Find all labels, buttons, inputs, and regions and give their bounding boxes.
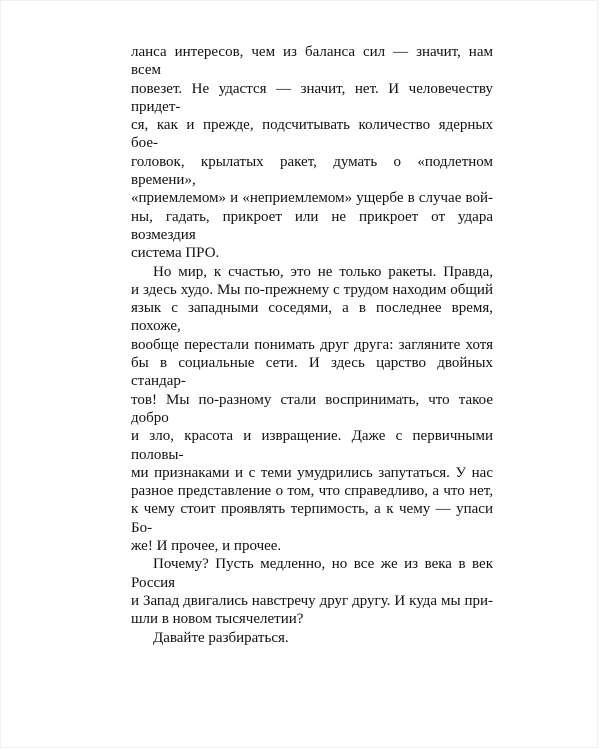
text-line: «приемлемом» и «неприемлемом» ущербе в случае вой- [131, 190, 493, 207]
text-line: бы в социальные сети. И здесь царство двойных стандар- [131, 355, 493, 390]
text-block [131, 43, 493, 647]
text-line: ся, как и прежде, подсчитывать количество ядерных бое- [131, 117, 493, 152]
text-line: и здесь худо. Мы по-прежнему с трудом находим общий [131, 281, 493, 298]
text-line: язык с западными соседями, а в последнее время, похоже, [131, 300, 493, 335]
text-line: ны, гадать, прикроет или не прикроет от удара возмездия [131, 208, 493, 243]
text-line: система ПРО. [131, 245, 220, 262]
text-line: Давайте разбираться. [153, 629, 289, 646]
text-line: шли в новом тысячелетии? [131, 611, 304, 628]
text-line: разное представление о том, что справедливо, а что нет, [131, 483, 493, 500]
text-line: вообще перестали понимать друг друга: загляните хотя [131, 336, 493, 353]
text-line: к чему стоит проявлять терпимость, а к чему — упаси Бо- [131, 501, 493, 536]
text-line: и Запад двигались навстречу друг другу. И куда мы при- [131, 592, 493, 609]
text-line: головок, крылатых ракет, думать о «подлетном времени», [131, 153, 493, 189]
text-line: и зло, красота и извращение. Даже с первичными половы- [131, 428, 493, 463]
text-line: ми признаками и с теми умудрились запутаться. У нас [131, 464, 493, 481]
text-line: Почему? Пусть медленно, но все же из века в век Россия [131, 556, 493, 591]
text-line: тов! Мы по-разному стали воспринимать, что такое добро [131, 391, 493, 426]
text-line: же! И прочее, и прочее. [131, 538, 282, 555]
text-line: повезет. Не удастся — значит, нет. И человечеству придет- [131, 80, 493, 115]
text-line: ланса интересов, чем из баланса сил — значит, нам всем [131, 44, 493, 79]
text-line: Но мир, к счастью, это не только ракеты. Правда, [153, 263, 493, 280]
